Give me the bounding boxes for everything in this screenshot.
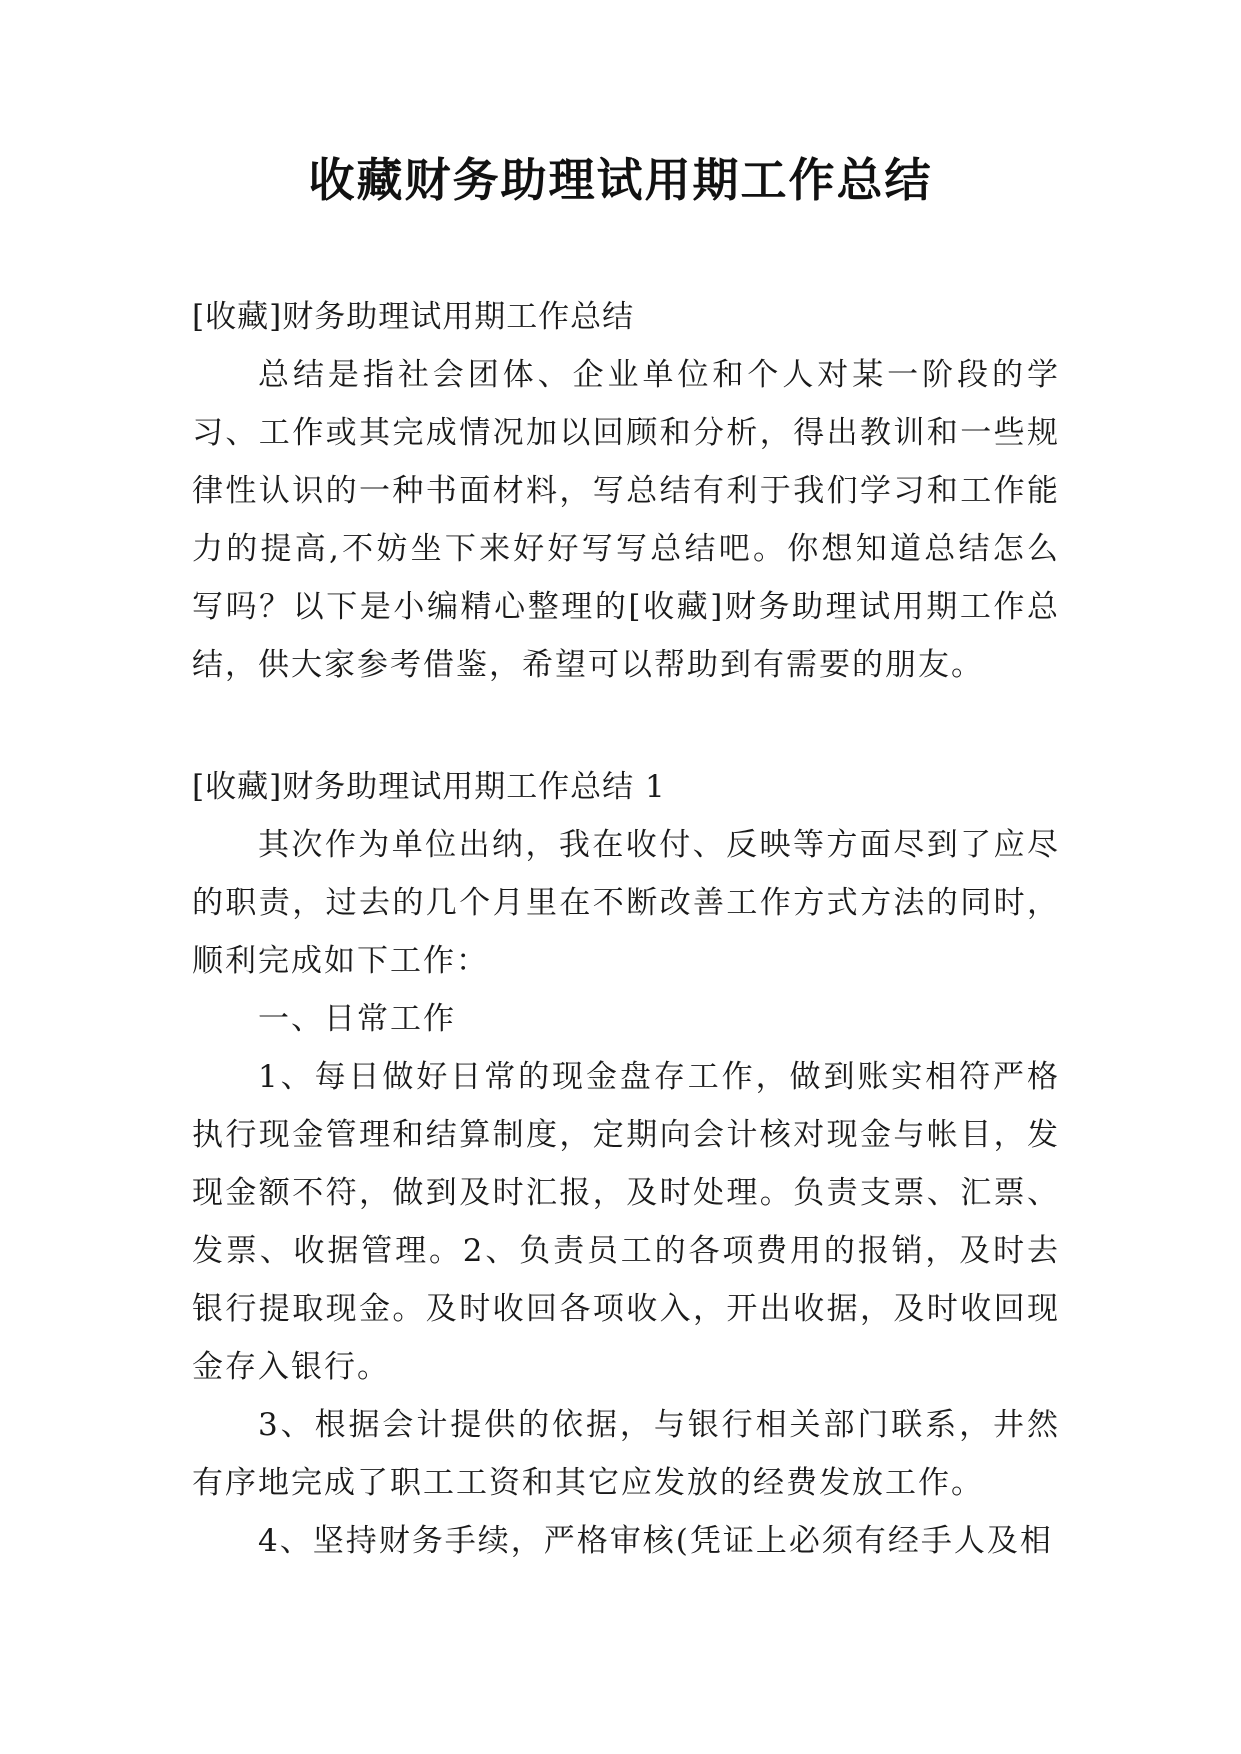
summary-1-paragraph: 其次作为单位出纳，我在收付、反映等方面尽到了应尽的职责，过去的几个月里在不断改善工作方式方法的同时，顺利完成如下工作： (192, 827, 1060, 979)
intro-section (192, 288, 1060, 694)
daily-work-heading: 一、日常工作 (258, 1001, 456, 1037)
daily-work-item-3: 3、根据会计提供的依据，与银行相关部门联系，井然有序地完成了职工工资和其它应发放的经费发放工作。 (192, 1407, 1060, 1501)
intro-heading: [收藏]财务助理试用期工作总结 (192, 299, 635, 335)
intro-paragraph: 总结是指社会团体、企业单位和个人对某一阶段的学习、工作或其完成情况加以回顾和分析，得出教训和一些规律性认识的一种书面材料，写总结有利于我们学习和工作能力的提高,不妨坐下来好好写写总结吧。你想知道总结怎么写吗？以下是小编精心整理的[收藏]财务助理试用期工作总结，供大家参考借鉴，希望可以帮助到有需要的朋友。 (192, 357, 1060, 683)
summary-1-heading: [收藏]财务助理试用期工作总结 1 (192, 769, 666, 805)
document-title: 收藏财务助理试用期工作总结 (308, 153, 933, 207)
daily-work-item-4: 4、坚持财务手续，严格审核(凭证上必须有经手人及相 (258, 1523, 1053, 1559)
summary-1-section (192, 758, 1060, 1570)
daily-work-item-1-2: 1、每日做好日常的现金盘存工作，做到账实相符严格执行现金管理和结算制度，定期向会计核对现金与帐目，发现金额不符，做到及时汇报，及时处理。负责支票、汇票、发票、收据管理。2、负责员工的各项费用的报销，及时去银行提取现金。及时收回各项收入，开出收据，及时收回现金存入银行。 (192, 1059, 1060, 1385)
